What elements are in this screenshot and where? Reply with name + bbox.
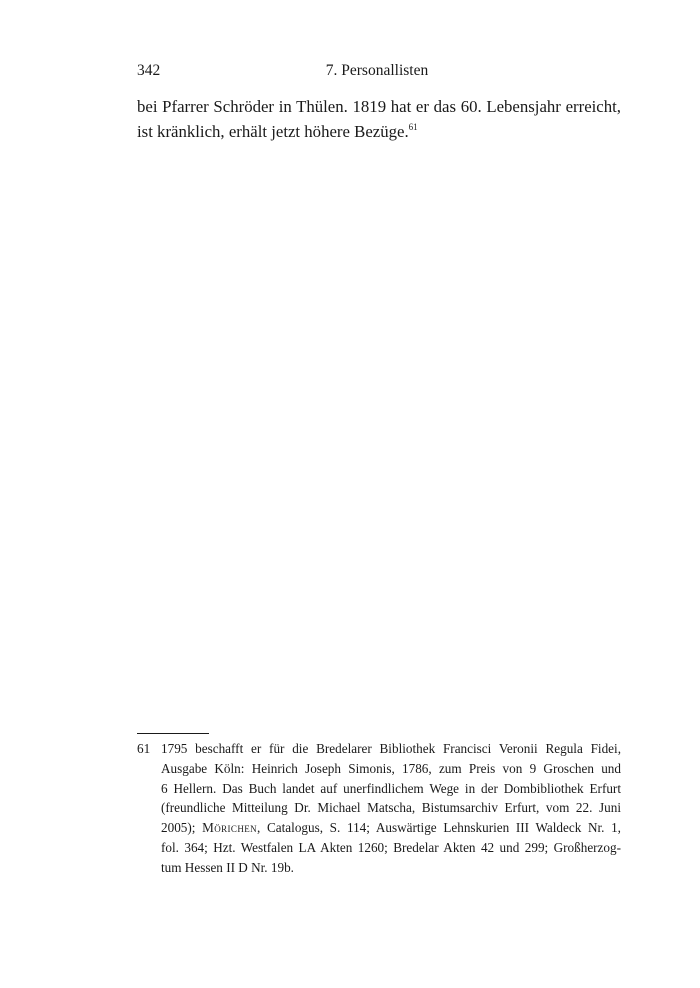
footnote — [137, 739, 621, 878]
footnote-separator — [137, 733, 209, 734]
footnote-line: 1795 beschafft er für die Bredelarer Bibliothek Francisci Veronii Regula Fidei, — [161, 741, 621, 756]
footnote-line: 6 Hellern. Das Buch landet auf unerfindlichem Wege in der Dombibliothek Erfurt — [161, 780, 621, 796]
footnote-line: Ausgabe Köln: Heinrich Joseph Simonis, 1786, zum Preis von 9 Groschen und — [161, 760, 621, 776]
running-head — [137, 62, 617, 84]
chapter-title: 7. Personallisten — [325, 62, 429, 79]
footnote-line-rest: , Catalogus, S. 114; Auswärtige Lehnskurien III Waldeck Nr. 1, — [257, 820, 621, 836]
footnote-number: 61 — [137, 741, 151, 756]
body-line-text: ist kränklich, erhält jetzt höhere Bezüge. — [137, 122, 409, 141]
footnote-line: fol. 364; Hzt. Westfalen LA Akten 1260; Bredelar Akten 42 und 299; Großherzog- — [161, 839, 621, 855]
footnote-line: tum Hessen II D Nr. 19b. — [161, 859, 294, 875]
footnote-reference: 61 — [408, 122, 418, 132]
page-number: 342 — [137, 62, 161, 79]
footnote-text — [161, 739, 621, 878]
footnote-line-start: 2005); — [161, 820, 203, 836]
footnote-line — [161, 818, 621, 838]
body-line: bei Pfarrer Schröder in Thülen. 1819 hat er das 60. Lebensjahr erreicht, — [137, 97, 621, 116]
footnote-line: (freundliche Mitteilung Dr. Michael Matscha, Bistumsarchiv Erfurt, vom 22. Juni — [161, 800, 621, 816]
body-line — [137, 119, 621, 144]
author-name: Mörichen — [202, 820, 258, 836]
body-text — [137, 94, 621, 144]
